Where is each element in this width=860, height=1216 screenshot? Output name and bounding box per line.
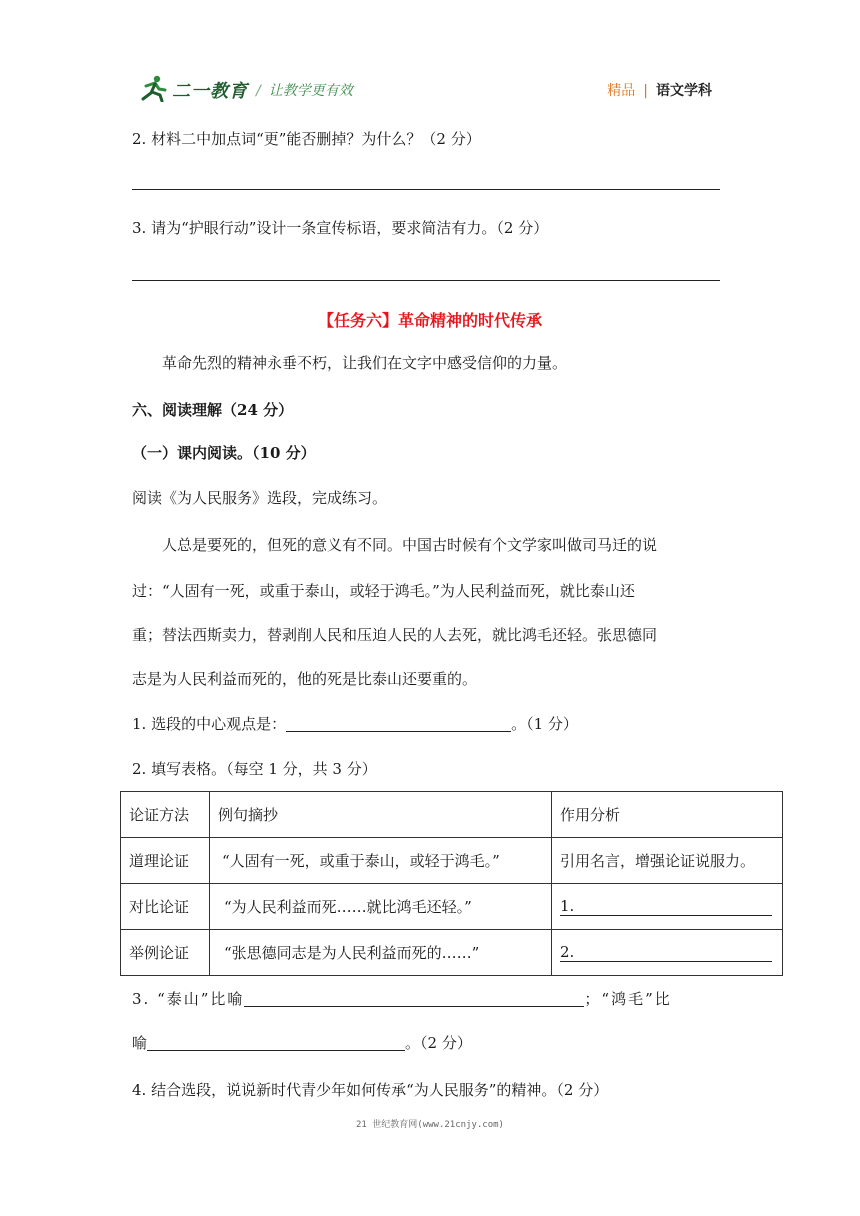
answer-blank[interactable] [244,990,584,1007]
answer-line-1 [132,189,720,190]
table-cell[interactable] [552,930,783,976]
passage-line: 重；替法西斯卖力，替剥削人民和压迫人民的人去死，就比鸿毛还轻。张思德同 [132,626,658,644]
table-cell: “为人民利益而死……就比鸿毛还轻。” [210,884,552,930]
slogan-text: 让教学更有效 [268,83,353,99]
task-title: 【任务六】革命精神的时代传承 [317,311,542,330]
brand-tag: 精品 | 语文学科 [607,83,712,99]
passage-line: 志是为人民利益而死的，他的死是比泰山还要重的。 [132,670,478,688]
table-cell: “张思德同志是为人民利益而死的……” [210,930,552,976]
question-3-top: 3. 请为“护眼行动”设计一条宣传标语，要求简洁有力。（2 分） [132,219,549,237]
logo-text: 二一教育 [172,81,248,102]
question-3-cont [132,1032,472,1054]
argument-table [120,791,783,976]
passage-line: 过：“人固有一死，或重于泰山，或轻于鸿毛。”为人民利益而死，就比泰山还 [132,582,635,600]
table-cell: 举例论证 [121,930,210,976]
runner-logo-icon [138,74,168,102]
table-cell[interactable] [552,884,783,930]
table-cell: “人固有一死，或重于泰山，或轻于鸿毛。” [210,838,552,884]
question-3 [132,988,672,1010]
brand-quality: 精品 [607,83,636,99]
table-header-cell: 论证方法 [121,792,210,838]
instruction: 阅读《为人民服务》选段，完成练习。 [132,489,388,507]
question-1-suffix: 。（1 分） [511,715,578,733]
answer-blank[interactable]: 2. [560,943,772,962]
answer-blank[interactable] [286,715,511,732]
section-heading: 六、阅读理解（24 分） [132,401,294,419]
question-1 [132,713,578,735]
logo [138,72,248,104]
table-cell: 对比论证 [121,884,210,930]
brand-subject: 语文学科 [656,83,712,99]
answer-blank[interactable] [147,1034,405,1051]
question-3-part-b: ；“鸿毛”比 [584,990,672,1008]
passage-line: 人总是要死的，但死的意义有不同。中国古时候有个文学家叫做司马迁的说 [162,536,658,554]
page-footer: 21 世纪教育网(www.21cnjy.com) [356,1120,504,1130]
answer-blank[interactable]: 1. [560,897,772,916]
question-2-top: 2. 材料二中加点词“更”能否删掉？为什么？（2 分） [132,130,481,148]
question-4: 4. 结合选段，说说新时代青少年如何传承“为人民服务”的精神。（2 分） [132,1081,609,1099]
table-header-row [121,792,783,838]
sub-heading: （一）课内阅读。（10 分） [132,444,316,462]
table-header-cell: 例句摘抄 [210,792,552,838]
answer-line-2 [132,280,720,281]
table-row [121,838,783,884]
slogan: / 让教学更有效 [256,83,353,99]
page-header [138,72,718,106]
question-3-part-d: 。（2 分） [405,1034,472,1052]
table-row [121,884,783,930]
table-row [121,930,783,976]
task-intro: 革命先烈的精神永垂不朽，让我们在文字中感受信仰的力量。 [162,354,568,372]
question-1-prefix: 1. 选段的中心观点是： [132,715,287,733]
question-2: 2. 填写表格。（每空 1 分，共 3 分） [132,760,377,778]
table-header-cell: 作用分析 [552,792,783,838]
table-cell: 道理论证 [121,838,210,884]
question-3-part-a: 3. “泰山”比喻 [132,990,245,1008]
table-cell: 引用名言，增强论证说服力。 [552,838,783,884]
question-3-part-c: 喻 [132,1034,148,1052]
